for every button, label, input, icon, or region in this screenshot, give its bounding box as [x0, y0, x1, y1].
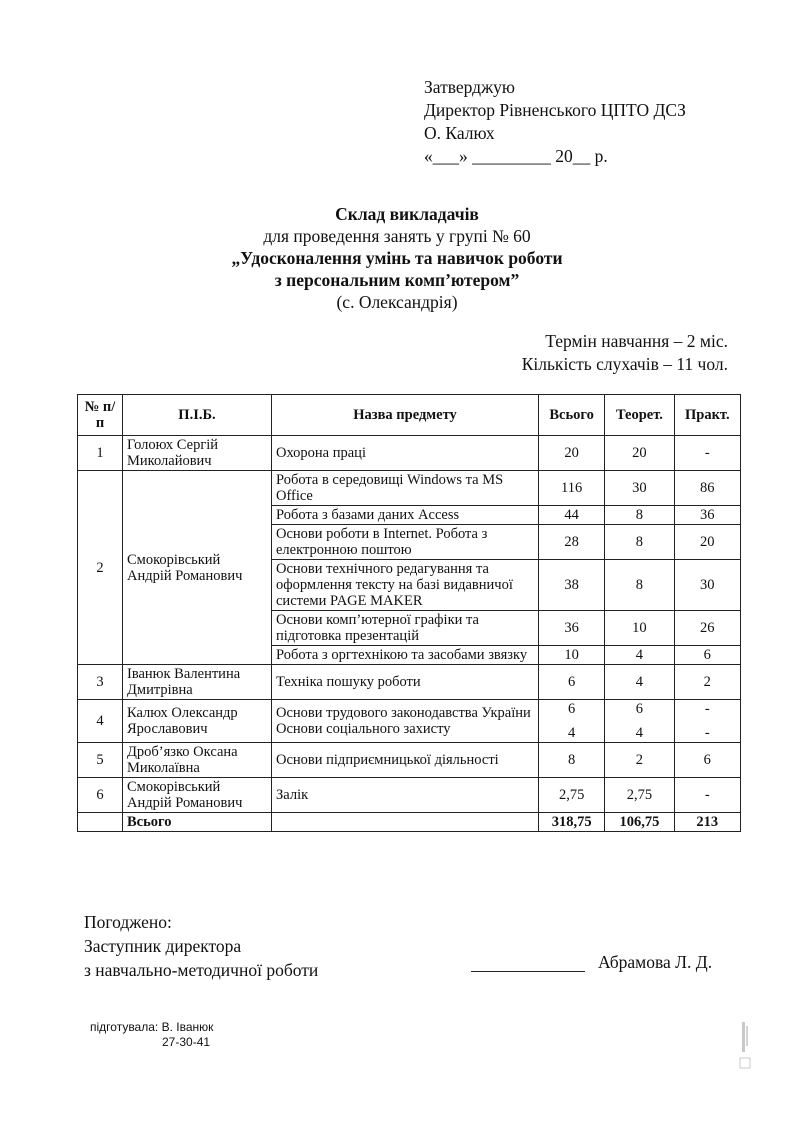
subject-name: Охорона праці [272, 436, 539, 471]
agreement-position: Заступник директора [84, 936, 242, 956]
hours-practice-cell [674, 700, 740, 743]
summary-empty-cell [272, 813, 539, 832]
hours-total: 10 [539, 646, 605, 665]
hours-theory-cell [605, 700, 674, 743]
subject-name: Залік [272, 778, 539, 813]
course-title-line1: „Удосконалення умінь та навичок роботи [231, 248, 563, 268]
hours-practice: 86 [674, 471, 740, 506]
hours-practice: - [674, 436, 740, 471]
row-num: 4 [78, 700, 123, 743]
approval-date: «___» _________ 20__ р. [424, 146, 608, 166]
hours-theory: 20 [605, 436, 674, 471]
course-location: (с. Олександрія) [336, 292, 458, 312]
stamp-icon [738, 1020, 754, 1070]
table-summary-row [78, 813, 741, 832]
header-total: Всього [539, 395, 605, 436]
agreement-title: Погоджено: [84, 912, 172, 932]
hours-theory: 8 [605, 560, 674, 611]
teacher-name: Іванюк Валентина Дмитрівна [123, 665, 272, 700]
hours-total: 6 [539, 665, 605, 700]
hours-theory: 2,75 [605, 778, 674, 813]
prepared-by-label: підготувала: [90, 1020, 159, 1034]
hours-practice: 2 [674, 665, 740, 700]
table-row [78, 743, 741, 778]
agreement-block [84, 910, 318, 982]
approval-block [424, 76, 686, 168]
hours-theory: 6 [635, 701, 644, 717]
summary-practice: 213 [674, 813, 740, 832]
header-num: № п/п [78, 395, 123, 436]
subject-name: Основи роботи в Internet. Робота з електронною поштою [272, 525, 539, 560]
summary-total: 318,75 [539, 813, 605, 832]
subject-name: Робота з базами даних Access [272, 506, 539, 525]
teachers-table [77, 394, 741, 832]
signer-name: Абрамова Л. Д. [598, 952, 713, 972]
hours-theory: 30 [605, 471, 674, 506]
hours-practice: 26 [674, 611, 740, 646]
hours-practice: 6 [674, 743, 740, 778]
table-row [78, 700, 741, 743]
hours-total-cell [539, 700, 605, 743]
hours-practice: 6 [674, 646, 740, 665]
document-subtitle: для проведення занять у групі № 60 [263, 226, 531, 246]
header-practice: Практ. [674, 395, 740, 436]
document-title [0, 203, 794, 313]
hours-practice: - [704, 725, 710, 741]
prepared-by-block [90, 1020, 213, 1050]
prepared-by-phone: 27-30-41 [162, 1035, 211, 1049]
hours-theory: 4 [605, 665, 674, 700]
subject-name: Основи технічного редагування та оформлення тексту на базі видавничої системи PAGE MAKER [272, 560, 539, 611]
hours-practice: 30 [674, 560, 740, 611]
subject-name: Основи трудового законодавства України [276, 705, 531, 721]
table-row [78, 471, 741, 506]
hours-practice: - [704, 701, 710, 717]
summary-theory: 106,75 [605, 813, 674, 832]
hours-total: 36 [539, 611, 605, 646]
row-num: 3 [78, 665, 123, 700]
hours-theory: 2 [605, 743, 674, 778]
teacher-name: Смокорівський Андрій Романович [123, 778, 272, 813]
hours-total: 8 [539, 743, 605, 778]
hours-total: 20 [539, 436, 605, 471]
student-count: Кількість слухачів – 11 чол. [521, 354, 728, 374]
course-title-line2: з персональним комп’ютером” [274, 270, 520, 290]
hours-theory: 4 [605, 646, 674, 665]
teacher-name: Голоюх Сергій Миколайович [123, 436, 272, 471]
course-duration: Термін навчання – 2 міс. [545, 331, 728, 351]
subject-name: Робота з оргтехнікою та засобами звязку [272, 646, 539, 665]
row-num: 1 [78, 436, 123, 471]
header-theory: Теорет. [605, 395, 674, 436]
hours-theory: 10 [605, 611, 674, 646]
document-heading: Склад викладачів [335, 204, 479, 224]
signature-line [471, 970, 585, 972]
summary-empty-cell [78, 813, 123, 832]
approval-name: О. Калюх [424, 123, 495, 143]
teacher-name: Калюх Олександр Ярославович [123, 700, 272, 743]
approval-position: Директор Рівненського ЦПТО ДСЗ [424, 100, 686, 120]
subject-name: Робота в середовищі Windows та MS Office [272, 471, 539, 506]
hours-theory: 8 [605, 506, 674, 525]
prepared-by-name: В. Іванюк [161, 1020, 214, 1034]
teacher-name: Дроб’язко Оксана Миколаївна [123, 743, 272, 778]
hours-theory: 8 [605, 525, 674, 560]
hours-total: 38 [539, 560, 605, 611]
row-num: 5 [78, 743, 123, 778]
approval-title: Затверджую [424, 77, 515, 97]
hours-theory: 4 [635, 725, 644, 741]
subject-name: Основи підприємницької діяльності [272, 743, 539, 778]
subject-name: Техніка пошуку роботи [272, 665, 539, 700]
hours-total: 44 [539, 506, 605, 525]
hours-total: 6 [568, 701, 576, 717]
table-header-row [78, 395, 741, 436]
hours-practice: - [674, 778, 740, 813]
header-subject: Назва предмету [272, 395, 539, 436]
hours-total: 28 [539, 525, 605, 560]
subject-name: Основи комп’ютерної графіки та підготовка презентацій [272, 611, 539, 646]
subject-cell [272, 700, 539, 743]
header-name: П.І.Б. [123, 395, 272, 436]
hours-practice: 36 [674, 506, 740, 525]
hours-practice: 20 [674, 525, 740, 560]
faint-stamp-mark [738, 1020, 754, 1070]
teacher-name: Смокорівський Андрій Романович [123, 471, 272, 665]
table-row [78, 665, 741, 700]
hours-total: 116 [539, 471, 605, 506]
subject-name: Основи соціального захисту [276, 721, 451, 737]
summary-label: Всього [123, 813, 272, 832]
row-num: 6 [78, 778, 123, 813]
agreement-position-cont: з навчально-методичної роботи [84, 960, 319, 980]
hours-total: 4 [568, 725, 576, 741]
table-row [78, 436, 741, 471]
table-row [78, 778, 741, 813]
row-num: 2 [78, 471, 123, 665]
hours-total: 2,75 [539, 778, 605, 813]
course-info [522, 330, 728, 376]
